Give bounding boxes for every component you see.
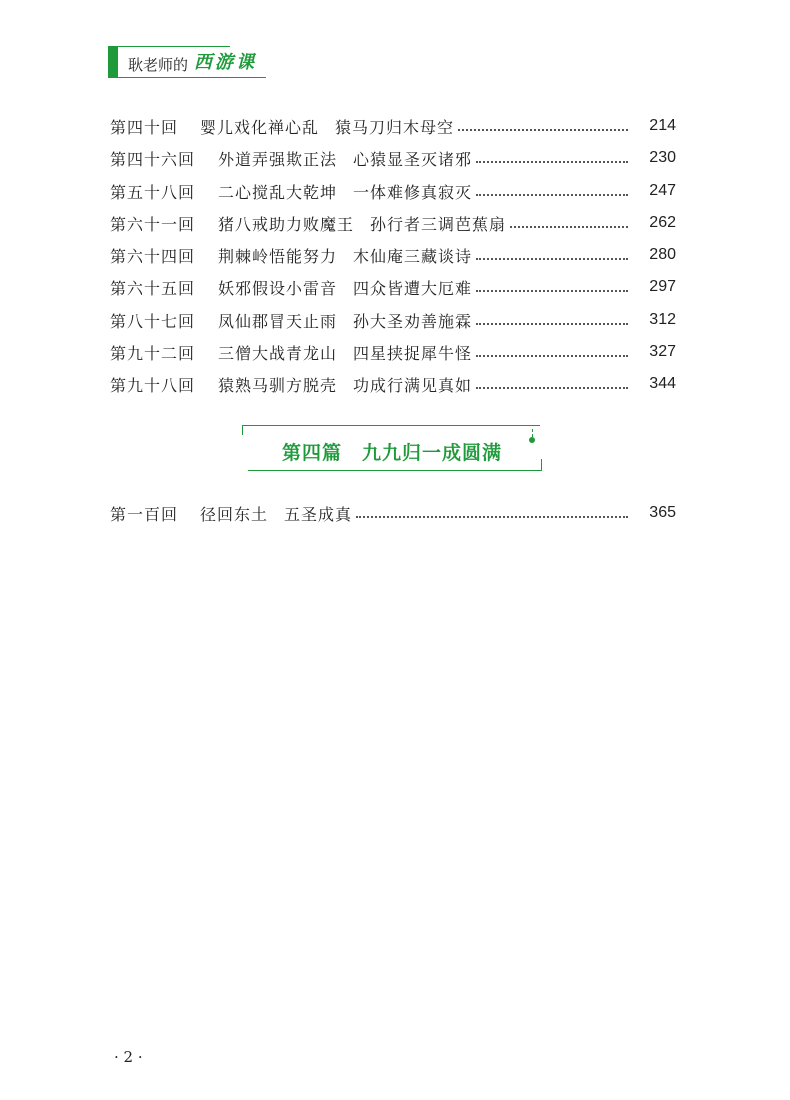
- chapter-title-first: 猪八戒助力败魔王: [218, 214, 355, 234]
- dot-leader: [476, 387, 628, 389]
- page-ref: 280: [649, 246, 676, 263]
- section-frame-bottom: [248, 470, 542, 471]
- chapter-title-second: 一体难修真寂灭: [353, 182, 473, 202]
- chapter-title-second: 木仙庵三藏谈诗: [353, 246, 473, 266]
- dot-leader: [476, 323, 628, 325]
- chapter-title-first: 外道弄强欺正法: [218, 149, 338, 169]
- toc-entry[interactable]: [110, 308, 676, 332]
- chapter-title-first: 二心搅乱大乾坤: [218, 182, 338, 202]
- page-ref: 262: [649, 214, 676, 231]
- chapter-title-second: 孙大圣劝善施霖: [353, 311, 473, 331]
- dot-leader: [476, 194, 628, 196]
- toc-entry[interactable]: [110, 243, 676, 267]
- toc-entry[interactable]: [110, 179, 676, 203]
- page-ref: 214: [649, 117, 676, 134]
- chapter-title-second: 功成行满见真如: [353, 375, 473, 395]
- header-author: 耿老师的: [128, 56, 189, 74]
- toc-entry[interactable]: [110, 275, 676, 299]
- chapter-number: 第四十六回: [110, 149, 196, 169]
- chapter-number: 第五十八回: [110, 182, 196, 202]
- section-heading[interactable]: [242, 425, 542, 471]
- chapter-title-first: 婴儿戏化禅心乱: [200, 117, 320, 137]
- chapter-number: 第九十二回: [110, 343, 196, 363]
- chapter-title-first: 凤仙郡冒天止雨: [218, 311, 338, 331]
- chapter-number: 第九十八回: [110, 375, 196, 395]
- dot-leader: [458, 129, 628, 131]
- page-ref: 297: [649, 278, 676, 295]
- chapter-title-second: 孙行者三调芭蕉扇: [370, 214, 507, 234]
- chapter-number: 第一百回: [110, 504, 179, 524]
- chapter-title-second: 五圣成真: [284, 504, 353, 524]
- chapter-title-first: 荆棘岭悟能努力: [218, 246, 338, 266]
- toc-entry[interactable]: [110, 114, 676, 138]
- page-ref: 365: [649, 504, 676, 521]
- page-ref: 344: [649, 375, 676, 392]
- page-ref: 312: [649, 311, 676, 328]
- page-ref: 247: [649, 182, 676, 199]
- header-top-rule: [118, 46, 230, 47]
- chapter-number: 第六十一回: [110, 214, 196, 234]
- running-header: [108, 46, 448, 78]
- chapter-title-second: 心猿显圣灭诸邪: [353, 149, 473, 169]
- dot-leader: [476, 355, 628, 357]
- dot-leader: [476, 161, 628, 163]
- dot-leader: [510, 226, 628, 228]
- page-ref: 327: [649, 343, 676, 360]
- chapter-title-second: 四星挟捉犀牛怪: [353, 343, 473, 363]
- chapter-title-first: 三僧大战青龙山: [218, 343, 338, 363]
- chapter-number: 第八十七回: [110, 311, 196, 331]
- chapter-title-second: 四众皆遭大厄难: [353, 278, 473, 298]
- toc-entry[interactable]: [110, 146, 676, 170]
- dot-leader: [356, 516, 628, 518]
- chapter-title-first: 妖邪假设小雷音: [218, 278, 338, 298]
- toc-entry[interactable]: [110, 501, 676, 525]
- header-brand: 西游课: [194, 52, 257, 73]
- chapter-title-first: 猿熟马驯方脱壳: [218, 375, 338, 395]
- chapter-number: 第六十五回: [110, 278, 196, 298]
- toc-entry[interactable]: [110, 211, 676, 235]
- dot-leader: [476, 290, 628, 292]
- page-number: · 2 ·: [114, 1048, 143, 1066]
- section-ornament-line: [532, 429, 533, 437]
- chapter-number: 第六十四回: [110, 246, 196, 266]
- dot-leader: [476, 258, 628, 260]
- page-ref: 230: [649, 149, 676, 166]
- section-frame-left: [242, 425, 243, 435]
- section-frame-top: [242, 425, 540, 426]
- chapter-title-first: 径回东土: [200, 504, 269, 524]
- section-title: 第四篇 九九归一成圆满: [281, 442, 502, 464]
- header-bottom-rule: [118, 77, 266, 78]
- toc-entry[interactable]: [110, 372, 676, 396]
- header-accent-bar: [108, 46, 118, 78]
- chapter-number: 第四十回: [110, 117, 179, 137]
- chapter-title-second: 猿马刀归木母空: [335, 117, 455, 137]
- toc-entry[interactable]: [110, 340, 676, 364]
